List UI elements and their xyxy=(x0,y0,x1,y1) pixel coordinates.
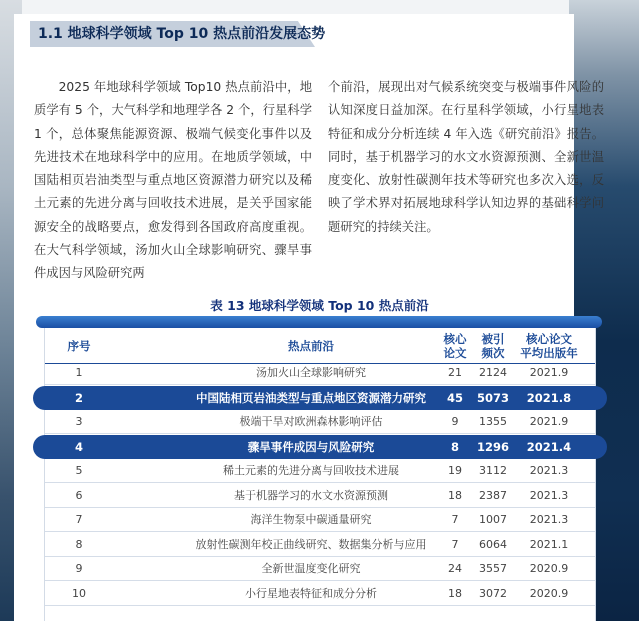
cell-front: 基于机器学习的水文水资源预测 xyxy=(234,488,388,502)
paragraph-left: 2025 年地球科学领域 Top10 热点前沿中，地质学有 5 个，大气科学和地理学各 2 个，行星科学 1 个，总体聚焦能源资源、极端气候变化事件以及先进技术在地球科学中的应用。在地质学领域，中国陆相页岩油类型与重点地区资源潜力研究以及稀土元素的先进分离与回收技术进展，是关乎国家能源安全的战略要点，愈发得到各国政府高度重视。在大气科学领域，汤加火山全球影响研究、骤旱事件成因与风险研究两 xyxy=(34,80,312,281)
cell-front: 极端干旱对欧洲森林影响评估 xyxy=(239,415,383,428)
cell-core-papers: 8 xyxy=(450,439,459,454)
body-column-left xyxy=(34,76,312,286)
cell-no: 4 xyxy=(74,439,83,454)
cell-citations: 1355 xyxy=(479,415,507,428)
table-caption: 表 13 地球科学领域 Top 10 热点前沿 xyxy=(210,298,429,313)
cell-citations: 3112 xyxy=(479,464,507,477)
cell-no: 6 xyxy=(75,488,83,502)
table-header xyxy=(45,328,595,364)
cell-citations: 5073 xyxy=(476,390,509,405)
cell-no: 7 xyxy=(75,513,83,526)
header-cited-line2: 频次 xyxy=(481,346,505,360)
cell-front: 骤旱事件成因与风险研究 xyxy=(247,439,375,454)
header-cited-line1: 被引 xyxy=(481,332,505,346)
cell-core-papers: 45 xyxy=(446,390,463,405)
cell-no: 10 xyxy=(72,586,86,600)
cell-avg-year: 2021.9 xyxy=(529,366,569,379)
cell-core-papers: 7 xyxy=(451,513,459,526)
cell-citations: 1296 xyxy=(476,439,509,454)
cell-citations: 6064 xyxy=(479,537,507,551)
hot-fronts-table xyxy=(44,328,596,621)
cell-avg-year: 2020.9 xyxy=(529,586,569,600)
cell-citations: 2124 xyxy=(479,366,507,379)
cell-no: 1 xyxy=(75,366,83,379)
table-row xyxy=(45,484,595,508)
section-heading: 1.1 地球科学领域 Top 10 热点前沿发展态势 xyxy=(38,26,326,42)
cell-avg-year: 2021.1 xyxy=(529,537,569,551)
header-year-line1: 核心论文 xyxy=(526,332,572,346)
table-row xyxy=(33,435,607,459)
cell-no: 9 xyxy=(75,562,83,575)
cell-front: 放射性碳测年校正曲线研究、数据集分析与应用 xyxy=(195,537,427,551)
cell-core-papers: 9 xyxy=(451,415,459,428)
table-row xyxy=(45,582,595,606)
table-row xyxy=(45,410,595,434)
header-core xyxy=(436,332,474,360)
header-year xyxy=(509,332,589,360)
cell-core-papers: 7 xyxy=(451,537,459,551)
body-column-right xyxy=(328,76,604,239)
cell-avg-year: 2021.4 xyxy=(526,439,572,454)
cell-core-papers: 18 xyxy=(448,488,462,502)
cell-avg-year: 2021.8 xyxy=(526,390,572,405)
table-row xyxy=(33,386,607,410)
cell-citations: 3557 xyxy=(479,562,507,575)
table-row xyxy=(45,508,595,532)
cell-core-papers: 18 xyxy=(448,586,462,600)
cell-core-papers: 19 xyxy=(448,464,462,477)
cell-citations: 1007 xyxy=(479,513,507,526)
cell-avg-year: 2021.3 xyxy=(529,488,569,502)
table-row xyxy=(45,459,595,483)
header-year-line2: 平均出版年 xyxy=(520,346,578,360)
cell-no: 5 xyxy=(75,464,83,477)
cell-avg-year: 2021.3 xyxy=(529,513,569,526)
header-core-line1: 核心 xyxy=(443,332,467,346)
cell-citations: 2387 xyxy=(479,488,507,502)
cell-front: 汤加火山全球影响研究 xyxy=(256,366,366,379)
header-core-line2: 论文 xyxy=(443,346,467,360)
cell-no: 2 xyxy=(74,390,83,405)
cell-avg-year: 2020.9 xyxy=(529,562,569,575)
cell-citations: 3072 xyxy=(479,586,507,600)
cell-avg-year: 2021.9 xyxy=(529,415,569,428)
cell-front: 全新世温度变化研究 xyxy=(261,562,361,575)
cell-no: 3 xyxy=(75,415,83,428)
table-row xyxy=(45,557,595,581)
row-divider xyxy=(45,605,595,606)
cell-front: 稀土元素的先进分离与回收技术进展 xyxy=(223,464,399,477)
paragraph-right: 个前沿，展现出对气候系统突变与极端事件风险的认知深度日益加深。在行星科学领域，小行星地表特征和成分分析连续 4 年入选《研究前沿》报告。同时，基于机器学习的水文水资源预测、全新世温度变化、放射性碳测年技术等研究也多次入选，反映了学术界对拓展地球科学认知边界的基础科学问题研究的持续关注。 xyxy=(328,80,604,234)
cell-front: 海洋生物泵中碳通量研究 xyxy=(250,513,372,526)
cell-avg-year: 2021.3 xyxy=(529,464,569,477)
table-row xyxy=(45,361,595,385)
cell-no: 8 xyxy=(75,537,83,551)
cell-front: 小行星地表特征和成分分析 xyxy=(245,586,377,600)
cell-core-papers: 24 xyxy=(448,562,462,575)
table-top-bar xyxy=(36,316,602,328)
cell-front: 中国陆相页岩油类型与重点地区资源潜力研究 xyxy=(196,390,426,405)
header-no: 序号 xyxy=(67,339,91,353)
cell-core-papers: 21 xyxy=(448,366,462,379)
header-cited xyxy=(474,332,512,360)
header-front: 热点前沿 xyxy=(288,339,334,353)
table-row xyxy=(45,533,595,557)
